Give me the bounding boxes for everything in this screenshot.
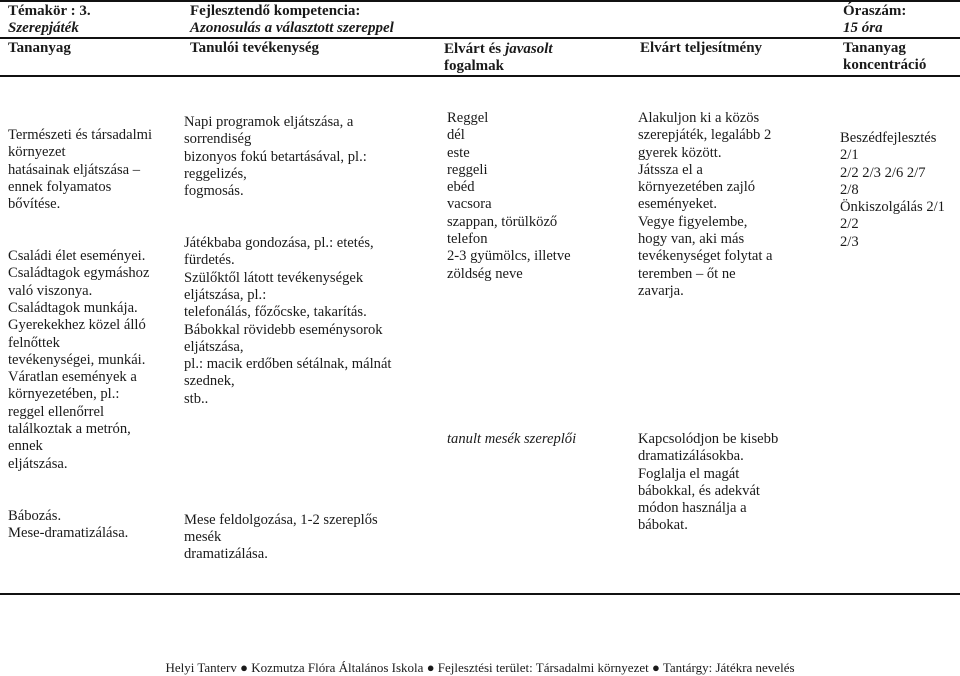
tananyag-line: bővítése.	[8, 196, 61, 213]
page-footer: Helyi Tanterv ● Kozmutza Flóra Általános Iskola ● Fejlesztési terület: Társadalmi környezet ● Tantárgy: Játékra nevelés	[165, 660, 795, 675]
tevekenyseg-line: mesék	[184, 529, 222, 546]
teljesitmeny-line: szerepjáték, legalább 2	[638, 127, 772, 144]
teljesitmeny-line: eseményeket.	[638, 196, 718, 213]
teljesitmeny-line: teremben – őt ne	[638, 265, 736, 282]
tananyag-line: eljátszása.	[8, 455, 68, 472]
column-koncentracio	[840, 130, 945, 251]
teljesitmeny-line: dramatizálásokba.	[638, 448, 744, 465]
teljesitmeny-line: Foglalja el magát	[638, 465, 740, 482]
column-header-fogalmak-part1: Elvárt és	[444, 41, 502, 57]
tananyag-line: találkoztak a metrón,	[8, 421, 131, 438]
teljesitmeny-line: Alakuljon ki a közös	[638, 110, 760, 126]
column-teljesitmeny-lower	[638, 431, 778, 535]
tananyag-line: ennek	[8, 438, 43, 455]
tevekenyseg-line: reggelizés,	[184, 165, 247, 182]
tananyag-line: Mese-dramatizálása.	[8, 524, 129, 541]
teljesitmeny-line: módon használja a	[638, 500, 747, 517]
tevekenyseg-line: stb..	[184, 390, 209, 407]
tevekenyseg-line: dramatizálása.	[184, 546, 268, 563]
column-header-fogalmak-line2: fogalmak	[444, 58, 504, 74]
fogalom-line: telefon	[447, 231, 488, 248]
tananyag-line: felnőttek	[8, 334, 60, 351]
header-mid-rule	[0, 37, 960, 39]
tevekenyseg-line: fogmosás.	[184, 183, 244, 200]
tevekenyseg-line: pl.: macik erdőben sétálnak, málnát	[184, 356, 392, 373]
tevekenyseg-line: Játékbaba gondozása, pl.: etetés,	[184, 235, 374, 252]
tananyag-line: környezetében, pl.:	[8, 386, 120, 403]
topic-name: Szerepjáték	[8, 20, 79, 36]
fogalom-line: Reggel	[447, 110, 489, 126]
column-header-tanuloi-tevekenyseg: Tanulói tevékenység	[190, 40, 320, 56]
teljesitmeny-line: zavarja.	[638, 282, 684, 299]
tananyag-line: Bábozás.	[8, 507, 62, 524]
tevekenyseg-line: eljátszása, pl.:	[184, 286, 267, 303]
hours-value: 15 óra	[843, 20, 883, 36]
tevekenyseg-line: eljátszása,	[184, 338, 244, 355]
tevekenyseg-line: Napi programok eljátszása, a	[184, 114, 354, 130]
tevekenyseg-line: szednek,	[184, 373, 235, 390]
tevekenyseg-line: Mese feldolgozása, 1-2 szereplős	[184, 511, 378, 528]
competence-label: Fejlesztendő kompetencia:	[190, 3, 361, 19]
fogalom-line: 2-3 gyümölcs, illetve	[447, 248, 571, 265]
tananyag-line: hatásainak eljátszása –	[8, 161, 141, 178]
fogalom-line: este	[447, 144, 470, 161]
column-header-tananyag: Tananyag	[8, 40, 71, 56]
column-header-teljesitmeny: Elvárt teljesítmény	[640, 40, 763, 56]
teljesitmeny-line: bábokat.	[638, 517, 688, 534]
koncentracio-line: 2/8	[840, 181, 859, 198]
hours-label: Óraszám:	[843, 3, 907, 19]
koncentracio-line: Önkiszolgálás 2/1	[840, 199, 945, 216]
koncentracio-line: 2/1	[840, 147, 859, 164]
teljesitmeny-line: Játssza el a	[638, 161, 703, 178]
tevekenyseg-line: Szülőktől látott tevékenységek	[184, 269, 364, 286]
tevekenyseg-line: Bábokkal rövidebb eseménysorok	[184, 321, 383, 338]
tevekenyseg-line: telefonálás, főzőcske, takarítás.	[184, 304, 367, 321]
tananyag-line: ennek folyamatos	[8, 178, 112, 195]
tananyag-line: Gyerekekhez közel álló	[8, 317, 146, 334]
column-header-koncentracio	[843, 40, 926, 74]
koncentracio-line: 2/2 2/3 2/6 2/7	[840, 164, 926, 181]
fogalom-line: vacsora	[447, 196, 492, 213]
header-top-rule	[0, 0, 960, 2]
column-header-fogalmak-part2: javasolt	[505, 41, 553, 57]
teljesitmeny-line: Kapcsolódjon be kisebb	[638, 431, 779, 447]
column-header-koncentracio-line2: koncentráció	[843, 57, 927, 73]
teljesitmeny-line: Vegye figyelembe,	[638, 213, 748, 230]
column-tanuloi-tevekenyseg	[184, 114, 391, 564]
tananyag-line: reggel ellenőrrel	[8, 403, 105, 420]
fogalom-tanult-mesek: tanult mesék szereplői	[447, 431, 577, 447]
column-teljesitmeny	[638, 110, 773, 300]
fogalom-line: ebéd	[447, 179, 475, 196]
koncentracio-line: 2/2	[840, 216, 859, 233]
tevekenyseg-line: sorrendiség	[184, 131, 252, 148]
tananyag-line: Családi élet eseményei.	[8, 248, 146, 265]
teljesitmeny-line: bábokkal, és adekvát	[638, 482, 760, 499]
fogalom-line: szappan, törülköző	[447, 213, 558, 230]
column-header-fogalmak	[444, 40, 553, 75]
tananyag-line: Családtagok munkája.	[8, 299, 138, 316]
tananyag-line: Természeti és társadalmi	[8, 127, 153, 143]
tananyag-line: környezet	[8, 144, 66, 161]
tevekenyseg-line: fürdetés.	[184, 252, 235, 269]
column-fogalmak	[447, 110, 571, 283]
teljesitmeny-line: hogy van, aki más	[638, 231, 745, 248]
tananyag-line: való viszonya.	[8, 282, 93, 299]
table-bottom-rule	[0, 593, 960, 595]
competence-value: Azonosulás a választott szereppel	[190, 20, 394, 36]
teljesitmeny-line: tevékenységet folytat a	[638, 248, 773, 265]
koncentracio-line: 2/3	[840, 233, 859, 250]
fogalom-line: zöldség neve	[447, 265, 523, 282]
tananyag-line: Váratlan események a	[8, 369, 137, 386]
fogalom-line: dél	[447, 127, 465, 144]
teljesitmeny-line: gyerek között.	[638, 144, 722, 161]
topic-label: Témakör : 3.	[8, 3, 91, 19]
column-tananyag	[8, 127, 152, 542]
tananyag-line: Családtagok egymáshoz	[8, 265, 150, 282]
header-bottom-rule	[0, 75, 960, 77]
fogalom-line: reggeli	[447, 161, 488, 178]
column-header-koncentracio-line1: Tananyag	[843, 40, 906, 56]
tevekenyseg-line: bizonyos fokú betartásával, pl.:	[184, 148, 367, 165]
tananyag-line: tevékenységei, munkái.	[8, 351, 146, 368]
koncentracio-line: Beszédfejlesztés	[840, 130, 937, 146]
teljesitmeny-line: környezetében zajló	[638, 179, 756, 196]
